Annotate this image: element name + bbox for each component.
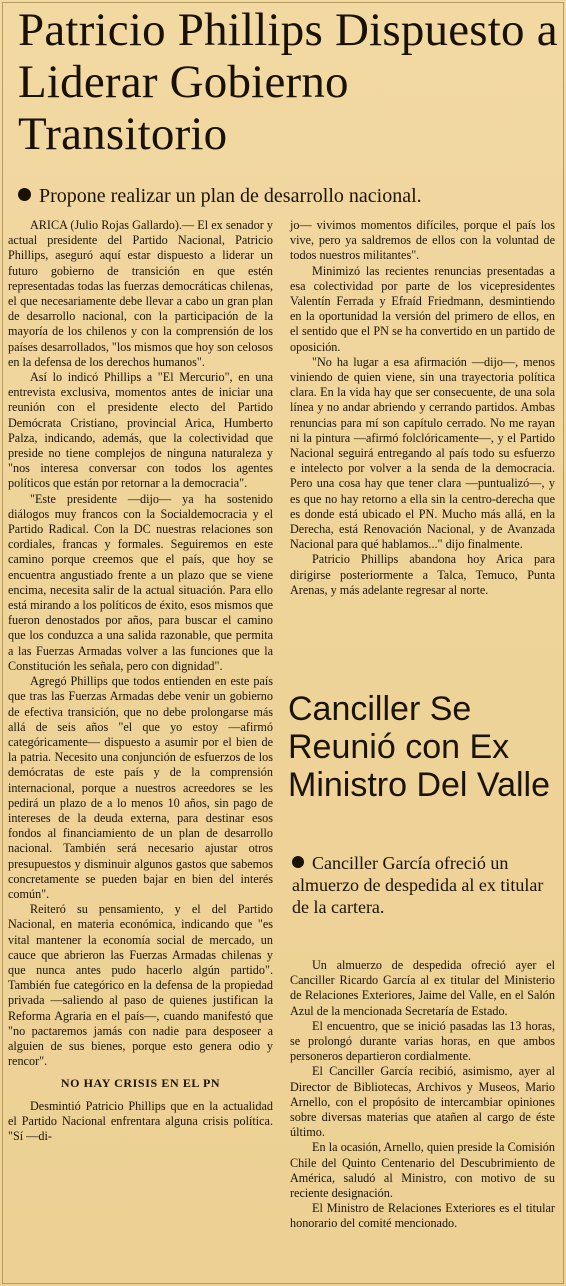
paragraph: jo— vivimos momentos difíciles, porque el país los vive, pero ya saldremos de ellos con la voluntad de todos nuestros militantes". xyxy=(290,218,555,263)
bullet-icon xyxy=(292,856,304,868)
paragraph: Así lo indicó Phillips a "El Mercurio", en una entrevista exclusiva, momentos antes de iniciar una reunión con el presidente electo del Partido Demócrata Cristiano, provincial Arica, Humberto Palza, indicando, además, que la colectividad que preside no tiene complejos de ninguna naturaleza y "nos interesa conversar con todos los agentes políticos que están por retornar a la democracia". xyxy=(8,370,273,491)
paragraph: Reiteró su pensamiento, y el del Partido Nacional, en materia económica, indicando que "es vital mantener la economía social de mercado, un cauce que abrieron las Fuerzas Armadas chilenas y que nunca antes pudo hacerlo algún partido". También fue categórico en la defensa de la propiedad privada —saliendo al paso de quienes justifican la Reforma Agraria en el país—, cuando manifestó que "no pactaremos jamás con nadie para desposeer a alguien de sus bienes, porque esto genera odio y rencor". xyxy=(8,902,273,1069)
story1-column-2 xyxy=(290,218,555,598)
paragraph: Minimizó las recientes renuncias presentadas a esa colectividad por parte de los vicepresidentes Valentín Ferrada y Efraíd Friedmann, desmintiendo en la oportunidad la versión del primero de ellos, en el sentido que el PN se ha convertido en un partido de oposición. xyxy=(290,263,555,354)
paragraph: ARICA (Julio Rojas Gallardo).— El ex senador y actual presidente del Partido Nacional, Patricio Phillips, aseguró aquí estar dispuesto a liderar un futuro gobierno de transición en que estén representadas todas las fuerzas democráticas chilenas, el que necesariamente debe llevar a cabo un gran plan de desarrollo nacional, con la participación de la mayoría de los chilenos y con la comprensión de los países desarrollados, "los mismos que hoy son celosos en la defensa de los derechos humanos". xyxy=(8,218,273,369)
paragraph: El Ministro de Relaciones Exteriores es el titular honorario del comité mencionado. xyxy=(290,1201,555,1231)
paragraph: Patricio Phillips abandona hoy Arica para dirigirse posteriormente a Talca, Temuco, Punta Arenas, y más adelante regresar al norte. xyxy=(290,552,555,597)
paragraph: Desmintió Patricio Phillips que en la actualidad el Partido Nacional enfrentara alguna crisis política. "Sí —di- xyxy=(8,1098,273,1143)
paragraph: El Canciller García recibió, asimismo, ayer al Director de Bibliotecas, Archivos y Museos, Mario Arnello, con el propósito de intercambiar opiniones sobre diversas materias que atañen al cargo de éste último. xyxy=(290,1064,555,1140)
paragraph: Agregó Phillips que todos entienden en este país que tras las Fuerzas Armadas debe venir un gobierno de efectiva transición, que no debe prolongarse más allá de seis años "el que yo estoy —afirmó categóricamente— dispuesto a asumir por el bien de la patria. Necesito una conjunción de esfuerzos de los demócratas de este país y de la comprensión internacional, porque a nuestros acreedores se les pedirá un plazo de a lo menos 10 años, sin pago de intereses de la deuda externa, para destinar esos fondos al financiamiento de un plan de desarrollo nacional. También será necesario ajustar otros presupuestos y disminuir algunos gastos que sabemos concretamente se pueden bajar en bien del interés común". xyxy=(8,674,273,901)
secondary-headline: Canciller Se Reunió con Ex Ministro Del Valle xyxy=(288,690,551,804)
secondary-deck xyxy=(292,852,552,918)
main-deck xyxy=(18,184,558,208)
paragraph: Un almuerzo de despedida ofreció ayer el Canciller Ricardo García al ex titular del Ministerio de Relaciones Exteriores, Jaime del Valle, en el Salón Azul de la mencionada Secretaría de Estado. xyxy=(290,958,555,1018)
main-headline: Patricio Phillips Dispuesto a Liderar Gobierno Transitorio xyxy=(18,4,558,160)
paragraph: "Este presidente —dijo— ya ha sostenido diálogos muy francos con la Socialdemocracia y el Partido Radical. Con la DC nuestras relaciones son cordiales, francas y formales. Seguiremos en este camino porque creemos que el país, que hoy se encuentra angustiado frente a un plazo que se viene encima, necesita salir de la actual situación. Para ello está mirando a los políticos de éxito, esos mismos que fueron denostados por años, para buscar el camino que los conduzca a una salida razonable, que permita a las Fuerzas Armadas volver a las funciones que la Constitución les señala, pero con dignidad". xyxy=(8,491,273,673)
story1-column-1 xyxy=(8,218,273,1144)
main-deck-text: Propone realizar un plan de desarrollo nacional. xyxy=(39,185,422,207)
subheading: NO HAY CRISIS EN EL PN xyxy=(60,1076,221,1091)
paragraph: "No ha lugar a esa afirmación —dijo—, menos viniendo de quien viene, sin una trayectoria política clara. En la vida hay que ser consecuente, de una sola línea y no andar abriendo y cerrando partidos. Ambas renuncias para mí son capítulo cerrado. No me rayan ni la pintura —afirmó folclóricamente—, y el Partido Nacional seguirá entregando al país todo su esfuerzo e intelecto por volver a la senda de la democracia. Pero una cosa hay que tener clara —puntualizó—, y es que no hay retorno a ella sin la centro-derecha que es donde está ubicado el PN. Mucho más allá, en la Derecha, está Renovación Nacional, y de Avanzada Nacional para qué hablamos..." dijo finalmente. xyxy=(290,354,555,552)
paragraph: El encuentro, que se inició pasadas las 13 horas, se prolongó durante varias horas, en que ambos personeros departieron cordialmente. xyxy=(290,1018,555,1064)
bullet-icon xyxy=(18,188,31,201)
secondary-deck-text: Canciller García ofreció un almuerzo de despedida al ex titular de la cartera. xyxy=(292,853,544,917)
story2-body xyxy=(290,958,555,1232)
paragraph: En la ocasión, Arnello, quien preside la Comisión Chile del Quinto Centenario del Descubrimiento de América, saludó al Ministro, con motivo de su reciente designación. xyxy=(290,1140,555,1201)
